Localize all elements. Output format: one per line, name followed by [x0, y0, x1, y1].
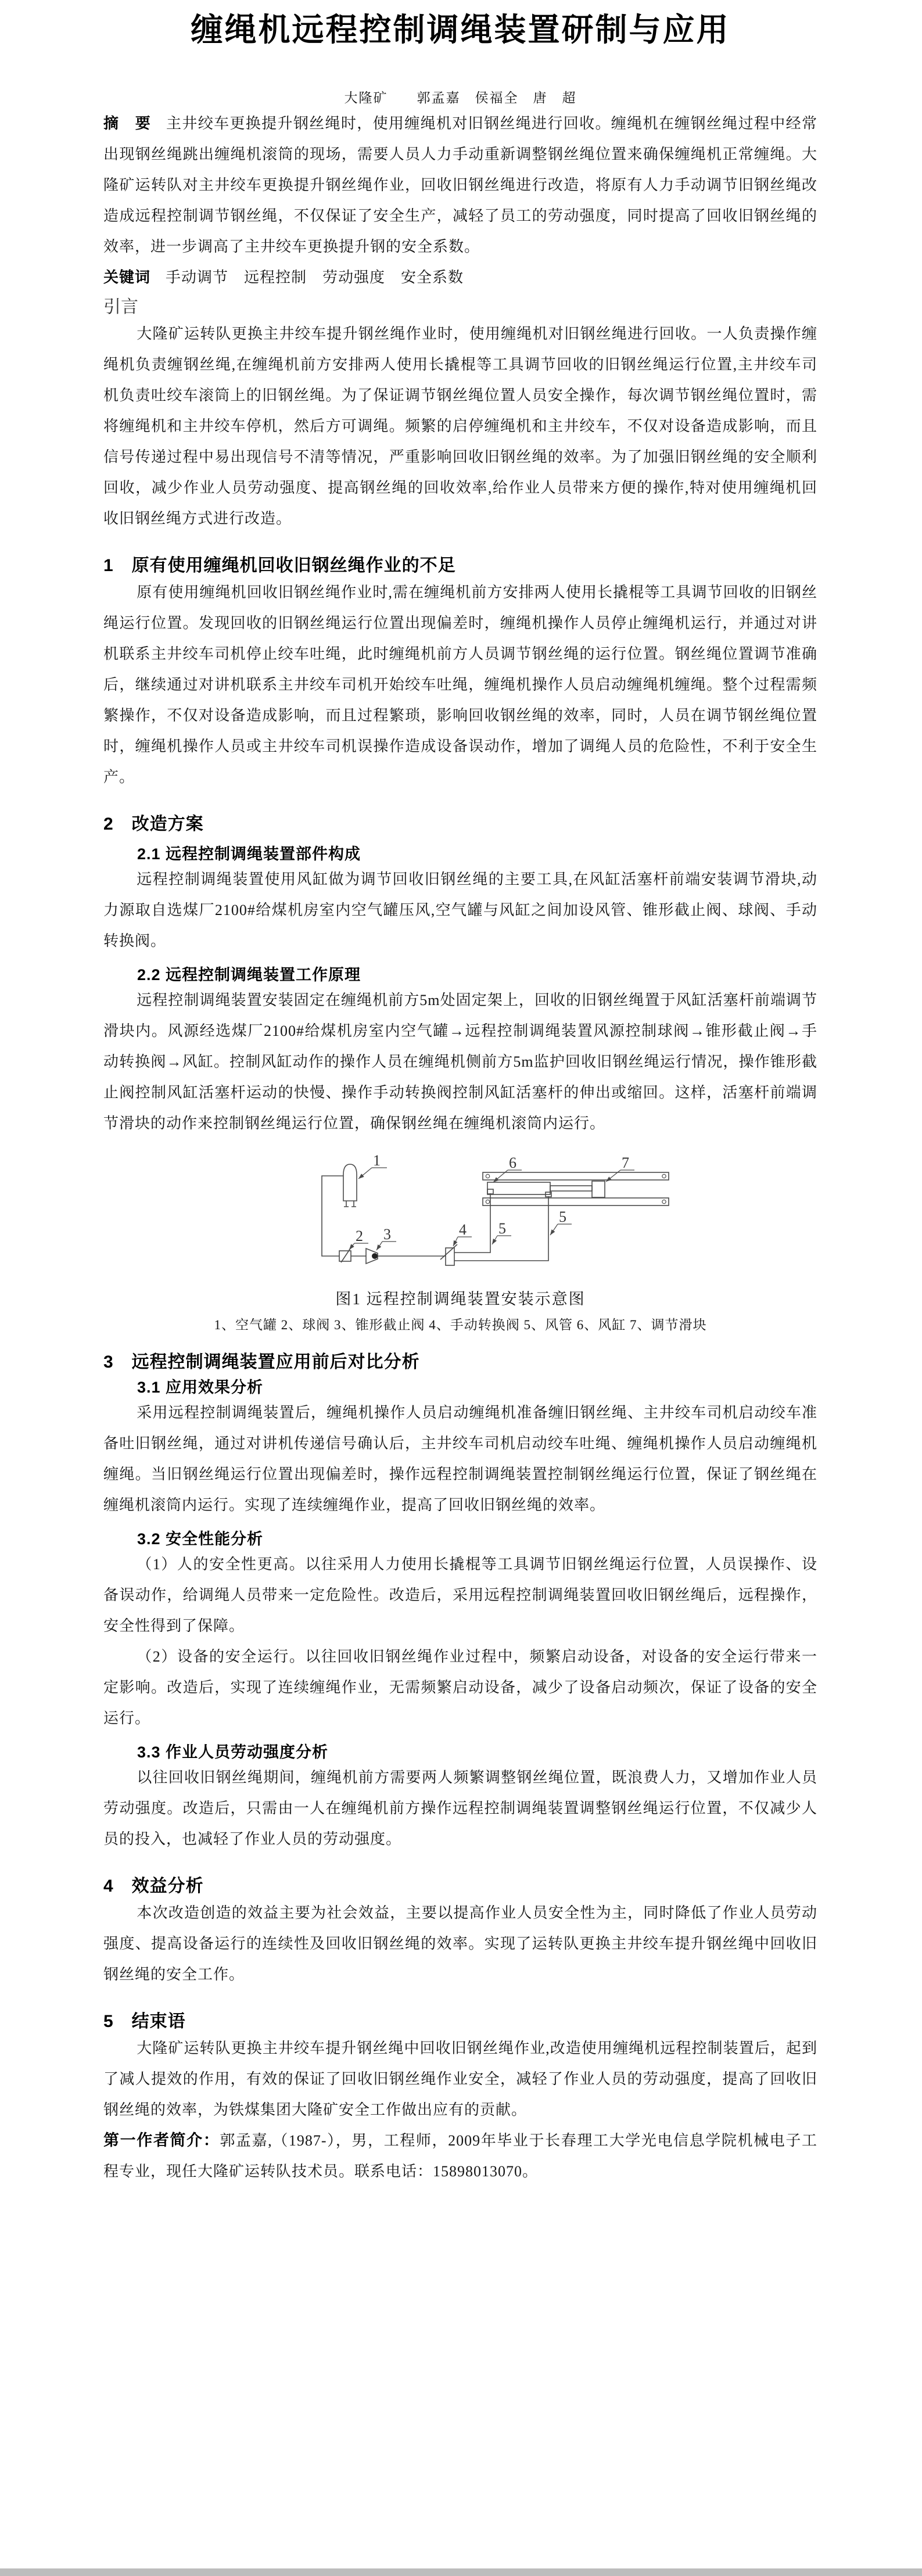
leader-line-1	[358, 1168, 372, 1179]
heading-section-5: 5 结束语	[103, 2012, 186, 2031]
part-label-4: 4	[459, 1221, 467, 1238]
section-2-2-paragraph: 远程控制调绳装置安装固定在缠绳机前方5m处固定架上，回收的旧钢丝绳置于风缸活塞杆前端调节滑块内。风源经选煤厂2100#给煤机房室内空气罐→远程控制调绳装置风源控制球阀→锥形截止阀→手动转换阀→风缸。控制风缸动作的操作人员在缠绳机侧前方5m监护回收旧钢丝绳运行情况，操作锥形截止阀控制风缸活塞杆运动的快慢、操作手动转换阀控制风缸活塞杆的伸出或缩回。这样，活塞杆前端调节滑块的动作来控制钢丝绳运行位置，确保钢丝绳在缠绳机滚筒内运行。	[103, 992, 817, 1132]
heading-introduction: 引言	[103, 297, 138, 317]
leader-line-6	[493, 1170, 508, 1182]
part-label-1: 1	[373, 1154, 381, 1169]
air-tank-legs	[344, 1201, 356, 1207]
heading-section-2-1: 2.1 远程控制调绳装置部件构成	[137, 845, 361, 863]
authors-line: 大隆矿 郭孟嘉 侯福全 唐 超	[344, 91, 577, 105]
bolt-hole	[662, 1200, 666, 1203]
keywords-line	[103, 262, 817, 293]
keywords-text: 手动调节 远程控制 劳动强度 安全系数	[166, 269, 464, 286]
paper-content	[0, 8, 922, 2187]
part-label-5b: 5	[559, 1208, 566, 1225]
section-5-paragraph: 大隆矿运转队更换主井绞车提升钢丝绳中回收旧钢丝绳作业,改造使用缠绳机远程控制装置后，起到了减人提效的作用，有效的保证了回收旧钢丝绳作业安全，减轻了作业人员的劳动强度，提高了回收旧钢丝绳的效率，为铁煤集团大隆矿安全工作做出应有的贡献。	[103, 2040, 817, 2118]
keywords-label: 关键词	[103, 268, 151, 286]
part-label-3: 3	[383, 1226, 391, 1243]
author-bio	[103, 2125, 817, 2187]
air-tank-shape	[343, 1164, 357, 1201]
leader-line-2	[349, 1243, 354, 1250]
bolt-hole	[486, 1200, 489, 1203]
section-2-1-paragraph: 远程控制调绳装置使用风缸做为调节回收旧钢丝绳的主要工具,在风缸活塞杆前端安装调节滑块,动力源取自选煤厂2100#给煤机房室内空气罐压风,空气罐与风缸之间加设风管、锥形截止阀、球阀、手动转换阀。	[103, 871, 817, 949]
leader-line-3	[376, 1242, 382, 1250]
pipe-connector-left	[487, 1189, 493, 1194]
frame-top-rail	[483, 1172, 669, 1180]
figure-diagram	[317, 1154, 811, 1279]
section-3-3-paragraph: 以往回收旧钢丝绳期间，缠绳机前方需要两人频繁调整钢丝绳位置，既浪费人力，又增加作业人员劳动强度。改造后，只需由一人在缠绳机前方操作远程控制调绳装置调整钢丝绳运行位置，不仅减少人员的投入，也减轻了作业人员的劳动强度。	[103, 1769, 817, 1847]
leader-line-5b	[550, 1224, 558, 1235]
author-bio-text: 郭孟嘉,（1987-），男，工程师，2009年毕业于长春理工大学光电信息学院机械电子工程专业，现任大隆矿运转队技术员。联系电话：15898013070。	[103, 2132, 817, 2180]
introduction-paragraph: 大隆矿运转队更换主井绞车提升钢丝绳作业时，使用缠绳机对旧钢丝绳进行回收。一人负责操作缠绳机负责缠钢丝绳,在缠绳机前方安排两人使用长撬棍等工具调节回收的旧钢丝绳运行位置,主井绞车司机负责吐绞车滚筒上的旧钢丝绳。为了保证调节钢丝绳位置人员安全操作，每次调节钢丝绳位置时，需将缠绳机和主井绞车停机，然后方可调绳。频繁的启停缠绳机和主井绞车，不仅对设备造成影响，而且信号传递过程中易出现信号不清等情况，严重影响回收旧钢丝绳的效率。为了加强旧钢丝绳的安全顺利回收，减少作业人员劳动强度、提高钢丝绳的回收效率,给作业人员带来方便的操作,特对使用缠绳机回收旧钢丝绳方式进行改造。	[103, 325, 817, 527]
figure-caption: 图1 远程控制调绳装置安装示意图	[335, 1290, 586, 1308]
heading-section-3-1: 3.1 应用效果分析	[137, 1379, 264, 1396]
part-label-2: 2	[356, 1228, 363, 1244]
bolt-hole	[662, 1174, 666, 1178]
heading-section-3-2: 3.2 安全性能分析	[137, 1530, 264, 1548]
abstract-text: 主井绞车更换提升钢丝绳时，使用缠绳机对旧钢丝绳进行回收。缠绳机在缠钢丝绳过程中经常出现钢丝绳跳出缠绳机滚筒的现场，需要人员人力手动重新调整钢丝绳位置来确保缠绳机正常缠绳。大隆矿运转队对主井绞车更换提升钢丝绳作业，回收旧钢丝绳进行改造，将原有人力手动调节旧钢丝绳改造成远程控制调节钢丝绳，不仅保证了安全生产，减轻了员工的劳动强度，同时提高了回收旧钢丝绳的效率，进一步调高了主井绞车更换提升钢的安全系数。	[103, 115, 817, 255]
section-4-paragraph: 本次改造创造的效益主要为社会效益，主要以提高作业人员安全性为主，同时降低了作业人员劳动强度、提高设备运行的连续性及回收旧钢丝绳的效率。实现了运转队更换主井绞车提升钢丝绳中回收旧钢丝绳的安全工作。	[103, 1904, 817, 1983]
page-title: 缠绳机远程控制调绳装置研制与应用	[191, 12, 730, 48]
bolt-hole	[486, 1174, 489, 1178]
part-label-5a: 5	[498, 1220, 506, 1237]
figure-1	[103, 1154, 817, 1334]
heading-section-2-2: 2.2 远程控制调绳装置工作原理	[137, 966, 361, 984]
heading-section-2: 2 改造方案	[103, 815, 204, 834]
frame-bottom-rail	[483, 1198, 669, 1206]
heading-section-3: 3 远程控制调绳装置应用前后对比分析	[103, 1352, 420, 1372]
cone-valve-ball	[372, 1253, 378, 1259]
part-label-7: 7	[622, 1154, 629, 1171]
section-1-paragraph: 原有使用缠绳机回收旧钢丝绳作业时,需在缠绳机前方安排两人使用长撬棍等工具调节回收的旧钢丝绳运行位置。发现回收的旧钢丝绳运行位置出现偏差时，缠绳机操作人员停止缠绳机运行，并通过对讲机联系主井绞车司机停止绞车吐绳，此时缠绳机前方人员调节钢丝绳的运行位置。钢丝绳位置调节准确后，继续通过对讲机联系主井绞车司机开始绞车吐绳，缠绳机操作人员启动缠绳机缠绳。整个过程需频繁操作，不仅对设备造成影响，而且过程繁琐，影响回收钢丝绳的效率，同时，人员在调节钢丝绳位置时，缠绳机操作人员或主井绞车司机误操作造成设备误动作，增加了调绳人员的危险性，不利于安全生产。	[103, 584, 817, 785]
slider-shape	[592, 1181, 605, 1197]
cylinder-body	[487, 1182, 550, 1194]
section-3-2-paragraph-1: （1）人的安全性更高。以往采用人力使用长撬棍等工具调节旧钢丝绳运行位置，人员误操作、设备误动作，给调绳人员带来一定危险性。改造后，采用远程控制调绳装置回收旧钢丝绳后，远程操作，安全性得到了保障。	[103, 1556, 817, 1634]
bottom-gray-bar	[0, 2568, 922, 2576]
pipe-main	[322, 1176, 343, 1256]
author-bio-label: 第一作者简介：	[103, 2132, 220, 2149]
heading-section-3-3: 3.3 作业人员劳动强度分析	[137, 1743, 329, 1761]
abstract-label: 摘 要	[103, 114, 152, 132]
section-3-1-paragraph: 采用远程控制调绳装置后，缠绳机操作人员启动缠绳机准备缠旧钢丝绳、主井绞车司机启动绞车准备吐旧钢丝绳，通过对讲机传递信号确认后，主井绞车司机启动绞车吐绳、缠绳机操作人员启动缠绳机缠绳。当旧钢丝绳运行位置出现偏差时，操作远程控制调绳装置控制钢丝绳运行位置，保证了钢丝绳在缠绳机滚筒内运行。实现了连续缠绳作业，提高了回收旧钢丝绳的效率。	[103, 1404, 817, 1513]
heading-section-1: 1 原有使用缠绳机回收旧钢丝绳作业的不足	[103, 556, 456, 575]
heading-section-4: 4 效益分析	[103, 1877, 204, 1896]
leader-line-5a	[492, 1236, 497, 1244]
abstract-paragraph	[103, 108, 817, 262]
piston-rod	[550, 1186, 592, 1191]
part-label-6: 6	[509, 1154, 516, 1171]
figure-legend: 1、空气罐 2、球阀 3、锥形截止阀 4、手动转换阀 5、风管 6、风缸 7、调节滑块	[214, 1318, 707, 1332]
section-3-2-paragraph-2: （2）设备的安全运行。以往回收旧钢丝绳作业过程中，频繁启动设备，对设备的安全运行带来一定影响。改造后，实现了连续缠绳作业，无需频繁启动设备，减少了设备启动频次，保证了设备的安全运行。	[103, 1648, 817, 1727]
